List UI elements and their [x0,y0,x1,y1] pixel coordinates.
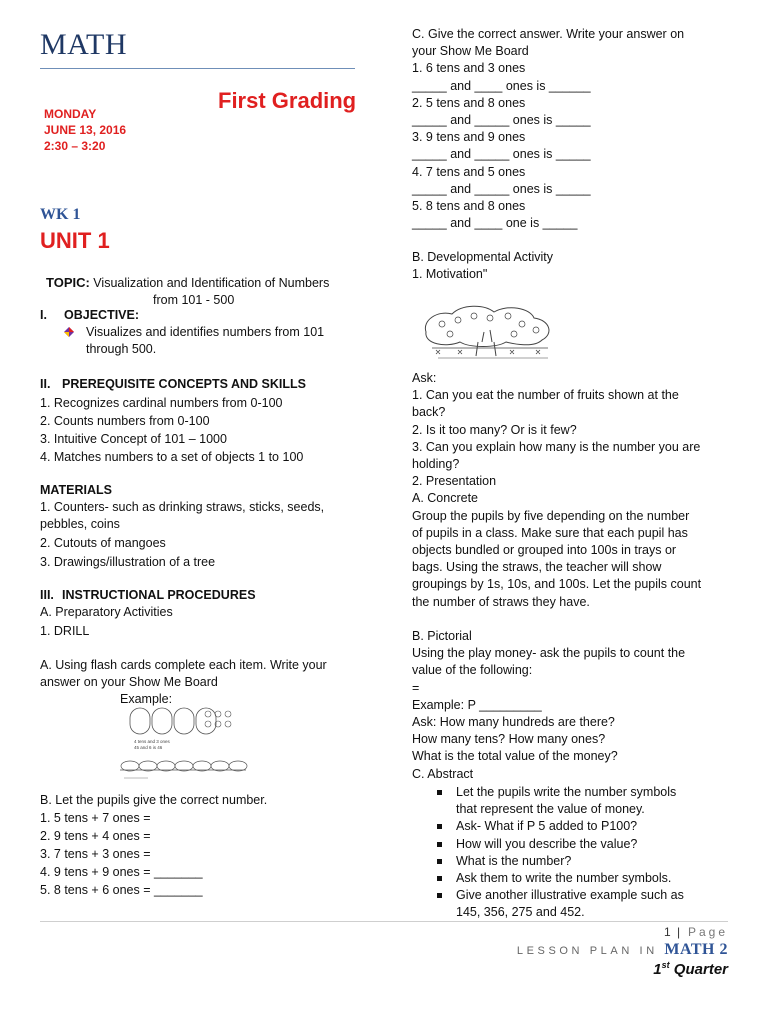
prerequisite-number: II. [40,377,51,391]
procedures-heading: INSTRUCTIONAL PROCEDURES [62,588,256,602]
correct-answer-line: 5. 8 tens and 8 ones [412,199,526,214]
document-title: MATH [40,28,128,61]
ask-line: 3. Can you explain how many is the number you are [412,439,701,454]
correct-answer-line: _____ and _____ ones is _____ [412,113,591,128]
correct-number-item: 4. 9 tens + 9 ones = _______ [40,865,203,880]
footer-lesson-plan [517,941,728,959]
correct-answer-line: _____ and ____ ones is ______ [412,78,591,93]
example-label: Example: [120,692,173,707]
flash-card-caption: 4 tens and 3 ones [134,739,170,744]
abstract-item [437,836,747,853]
materials-item: 1. Counters- such as drinking straws, sticks, seeds, [40,500,325,515]
flash-cards-instruction: A. Using flash cards complete each item. Write your [40,657,327,672]
square-bullet-icon [437,876,442,881]
abstract-item [437,870,747,887]
prerequisite-item: 4. Matches numbers to a set of objects 1 to 100 [40,450,304,465]
prerequisite-item: 2. Counts numbers from 0-100 [40,414,210,429]
materials-item-continued: pebbles, coins [40,517,120,532]
abstract-item-text: Ask them to write the number symbols. [456,871,672,886]
concrete-text: the number of straws they have. [412,594,590,609]
concrete-text: bags. Using the straws, the teacher will show [412,560,662,575]
correct-answer-line: 1. 6 tens and 3 ones [412,61,526,76]
square-bullet-icon [437,824,442,829]
square-bullet-icon [437,893,442,898]
ask-line: Ask: [412,371,437,385]
developmental-heading: B. Developmental Activity [412,250,554,264]
schedule-block [44,106,126,154]
abstract-item-text: How will you describe the value? [456,836,638,851]
correct-answer-line: your Show Me Board [412,44,529,59]
diamond-bullet-icon [64,327,74,337]
prerequisite-item: 1. Recognizes cardinal numbers from 0-100 [40,396,283,411]
abstract-item-text: Let the pupils write the number symbols [456,785,677,799]
square-bullet-icon [437,790,442,795]
schedule-day: MONDAY [44,107,97,121]
square-bullet-icon [437,859,442,864]
concrete-text: Group the pupils by five depending on the number [412,508,690,523]
ask-section [412,370,747,611]
objective-heading: OBJECTIVE: [64,308,140,322]
quarter-label [653,960,728,978]
square-bullet-icon [437,842,442,847]
tree-illustration [418,302,558,364]
abstract-item-text: Ask- What if P 5 added to P100? [456,819,638,834]
footer-divider [40,921,728,922]
pictorial-line: How many tens? How many ones? [412,732,606,747]
materials-heading: MATERIALS [40,483,112,497]
prerequisite-heading: PREREQUISITE CONCEPTS AND SKILLS [62,377,307,391]
pictorial-line: Ask: How many hundreds are there? [412,715,615,730]
correct-answer-line: _____ and _____ ones is _____ [412,147,591,162]
quarter-number: 1 [653,961,662,978]
prerequisite-section [40,376,370,466]
abstract-item [437,853,747,870]
procedures-section [40,587,370,708]
flash-card-caption: 45 and 6 is 46 [134,745,163,750]
materials-item: 3. Drawings/illustration of a tree [40,554,216,569]
correct-number-item: 1. 5 tens + 7 ones = [40,811,151,826]
abstract-item-text: Give another illustrative example such as [456,888,684,903]
flash-card-illustration [118,706,250,786]
ask-line: 1. Can you eat the number of fruits shown at the [412,388,679,403]
topic-text: Visualization and Identification of Numbers [89,276,330,290]
grading-heading: First Grading [218,88,357,113]
concrete-label: A. Concrete [412,491,479,506]
ask-line: back? [412,405,446,420]
correct-answer-line: 4. 7 tens and 5 ones [412,164,526,179]
abstract-item [437,887,747,921]
pictorial-section [412,628,747,783]
correct-number-section [40,792,370,899]
abstract-list [437,784,747,922]
page-word: Page [681,925,728,939]
concrete-text: of pupils in a class. Make sure that each pupil has [412,525,688,540]
topic-text-continued: from 101 - 500 [153,293,235,308]
pictorial-line: Example: P _________ [412,697,542,712]
objective-item: Visualizes and identifies numbers from 101 [86,325,325,340]
developmental-section [412,249,742,283]
quarter-word: Quarter [669,961,728,978]
materials-section [40,482,370,571]
correct-number-item: 2. 9 tens + 4 ones = [40,829,151,844]
correct-answer-line: _____ and _____ ones is _____ [412,181,591,196]
unit-label: UNIT 1 [40,228,110,253]
materials-item: 2. Cutouts of mangoes [40,535,166,550]
quarter-suffix: st [661,960,670,970]
schedule-date: JUNE 13, 2016 [44,123,127,137]
drill-label: 1. DRILL [40,624,90,639]
abstract-label: C. Abstract [412,766,474,781]
presentation-label: 2. Presentation [412,474,497,489]
page-number-value: 1 | [664,925,682,939]
lesson-subject: MATH 2 [664,941,728,958]
pictorial-line: = [412,680,420,695]
title-divider [40,68,355,69]
correct-number-item: 3. 7 tens + 3 ones = [40,847,151,862]
concrete-text: groupings by 1s, 10s, and 100s. Let the pupils count [412,577,702,592]
page-number [664,925,728,939]
topic-label: TOPIC: [46,275,90,290]
correct-number-item: 5. 8 tens + 6 ones = _______ [40,883,203,898]
lesson-plan-label: LESSON PLAN IN [516,945,658,957]
ask-line: 2. Is it too many? Or is it few? [412,422,577,437]
correct-answer-line: 3. 9 tens and 9 ones [412,130,526,145]
abstract-item-text: What is the number? [456,853,572,868]
pictorial-line: value of the following: [412,663,533,678]
pictorial-line: B. Pictorial [412,629,472,643]
pictorial-line: What is the total value of the money? [412,749,618,764]
procedures-number: III. [40,588,54,602]
abstract-item [437,784,747,818]
objective-item-continued: through 500. [86,342,157,357]
pictorial-line: Using the play money- ask the pupils to count the [412,646,686,661]
correct-answer-line: _____ and ____ one is _____ [412,216,578,231]
flash-cards-instruction-continued: answer on your Show Me Board [40,674,218,689]
correct-answer-line: C. Give the correct answer. Write your answer on [412,27,685,41]
topic-block [46,274,366,309]
correct-number-heading: B. Let the pupils give the correct number. [40,793,268,807]
objective-number: I. [40,308,47,322]
correct-answer-line: 2. 5 tens and 8 ones [412,95,526,110]
abstract-item-text: 145, 356, 275 and 452. [456,905,585,920]
ask-line: holding? [412,457,460,472]
motivation-label: 1. Motivation" [412,267,488,282]
abstract-item [437,818,747,835]
objective-section [40,307,370,359]
abstract-item-text: that represent the value of money. [456,802,645,817]
prerequisite-item: 3. Intuitive Concept of 101 – 1000 [40,432,227,447]
preparatory-activities: A. Preparatory Activities [40,605,173,620]
correct-answer-section [412,26,742,232]
concrete-text: objects bundled or grouped into 100s in trays or [412,543,677,558]
week-label: WK 1 [40,206,81,223]
schedule-time: 2:30 – 3:20 [44,139,106,153]
